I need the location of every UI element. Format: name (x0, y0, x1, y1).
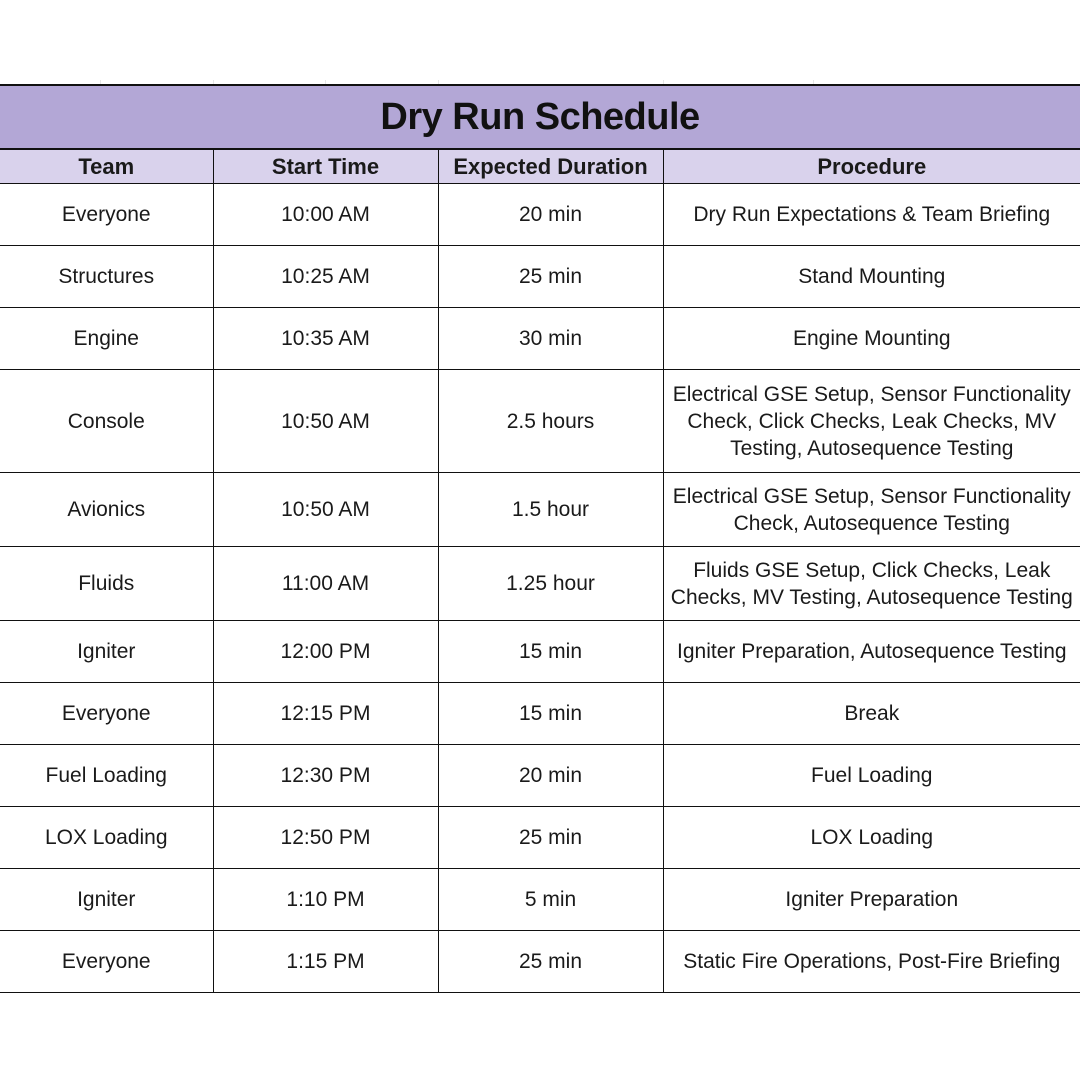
cell-start-time: 12:50 PM (213, 807, 438, 869)
cell-duration: 25 min (438, 246, 663, 308)
cell-team: LOX Loading (0, 807, 213, 869)
cell-procedure: Igniter Preparation (663, 869, 1080, 931)
cell-start-time: 10:25 AM (213, 246, 438, 308)
header-start-time: Start Time (213, 149, 438, 184)
cell-procedure: Igniter Preparation, Autosequence Testing (663, 621, 1080, 683)
cell-duration: 15 min (438, 683, 663, 745)
cell-start-time: 12:15 PM (213, 683, 438, 745)
header-team: Team (0, 149, 213, 184)
cell-team: Everyone (0, 931, 213, 993)
table-row (0, 807, 1080, 869)
cell-start-time: 1:15 PM (213, 931, 438, 993)
cell-team: Everyone (0, 683, 213, 745)
cell-procedure: Electrical GSE Setup, Sensor Functionality Check, Autosequence Testing (663, 473, 1080, 547)
cell-team: Engine (0, 308, 213, 370)
cell-team: Fuel Loading (0, 745, 213, 807)
cell-procedure: Electrical GSE Setup, Sensor Functionality Check, Click Checks, Leak Checks, MV Testing, Autosequence Testing (663, 370, 1080, 473)
cell-start-time: 10:35 AM (213, 308, 438, 370)
cell-duration: 1.5 hour (438, 473, 663, 547)
cell-duration: 30 min (438, 308, 663, 370)
cell-procedure: Dry Run Expectations & Team Briefing (663, 184, 1080, 246)
table-row (0, 931, 1080, 993)
cell-start-time: 10:50 AM (213, 370, 438, 473)
cell-team: Igniter (0, 869, 213, 931)
cell-start-time: 1:10 PM (213, 869, 438, 931)
cell-start-time: 12:30 PM (213, 745, 438, 807)
table-row (0, 547, 1080, 621)
table-row (0, 246, 1080, 308)
cell-team: Igniter (0, 621, 213, 683)
table-row (0, 184, 1080, 246)
cell-duration: 25 min (438, 807, 663, 869)
schedule-sheet (0, 84, 1080, 993)
table-row (0, 745, 1080, 807)
cell-start-time: 10:00 AM (213, 184, 438, 246)
cell-procedure: Engine Mounting (663, 308, 1080, 370)
cell-duration: 5 min (438, 869, 663, 931)
header-expected-duration: Expected Duration (438, 149, 663, 184)
cell-team: Everyone (0, 184, 213, 246)
cell-procedure: Break (663, 683, 1080, 745)
cell-team: Fluids (0, 547, 213, 621)
cell-duration: 1.25 hour (438, 547, 663, 621)
cell-start-time: 12:00 PM (213, 621, 438, 683)
cell-team: Avionics (0, 473, 213, 547)
cell-duration: 25 min (438, 931, 663, 993)
cell-team: Console (0, 370, 213, 473)
table-row (0, 621, 1080, 683)
cell-procedure: LOX Loading (663, 807, 1080, 869)
cell-procedure: Stand Mounting (663, 246, 1080, 308)
table-row (0, 869, 1080, 931)
schedule-title: Dry Run Schedule (0, 85, 1080, 149)
table-row (0, 308, 1080, 370)
cell-start-time: 11:00 AM (213, 547, 438, 621)
cell-duration: 20 min (438, 184, 663, 246)
table-row (0, 683, 1080, 745)
header-row (0, 149, 1080, 184)
table-row (0, 370, 1080, 473)
header-procedure: Procedure (663, 149, 1080, 184)
cell-duration: 2.5 hours (438, 370, 663, 473)
schedule-table (0, 84, 1080, 993)
cell-start-time: 10:50 AM (213, 473, 438, 547)
cell-procedure: Static Fire Operations, Post-Fire Briefing (663, 931, 1080, 993)
table-row (0, 473, 1080, 547)
cell-duration: 20 min (438, 745, 663, 807)
cell-procedure: Fuel Loading (663, 745, 1080, 807)
cell-team: Structures (0, 246, 213, 308)
cell-duration: 15 min (438, 621, 663, 683)
cell-procedure: Fluids GSE Setup, Click Checks, Leak Checks, MV Testing, Autosequence Testing (663, 547, 1080, 621)
